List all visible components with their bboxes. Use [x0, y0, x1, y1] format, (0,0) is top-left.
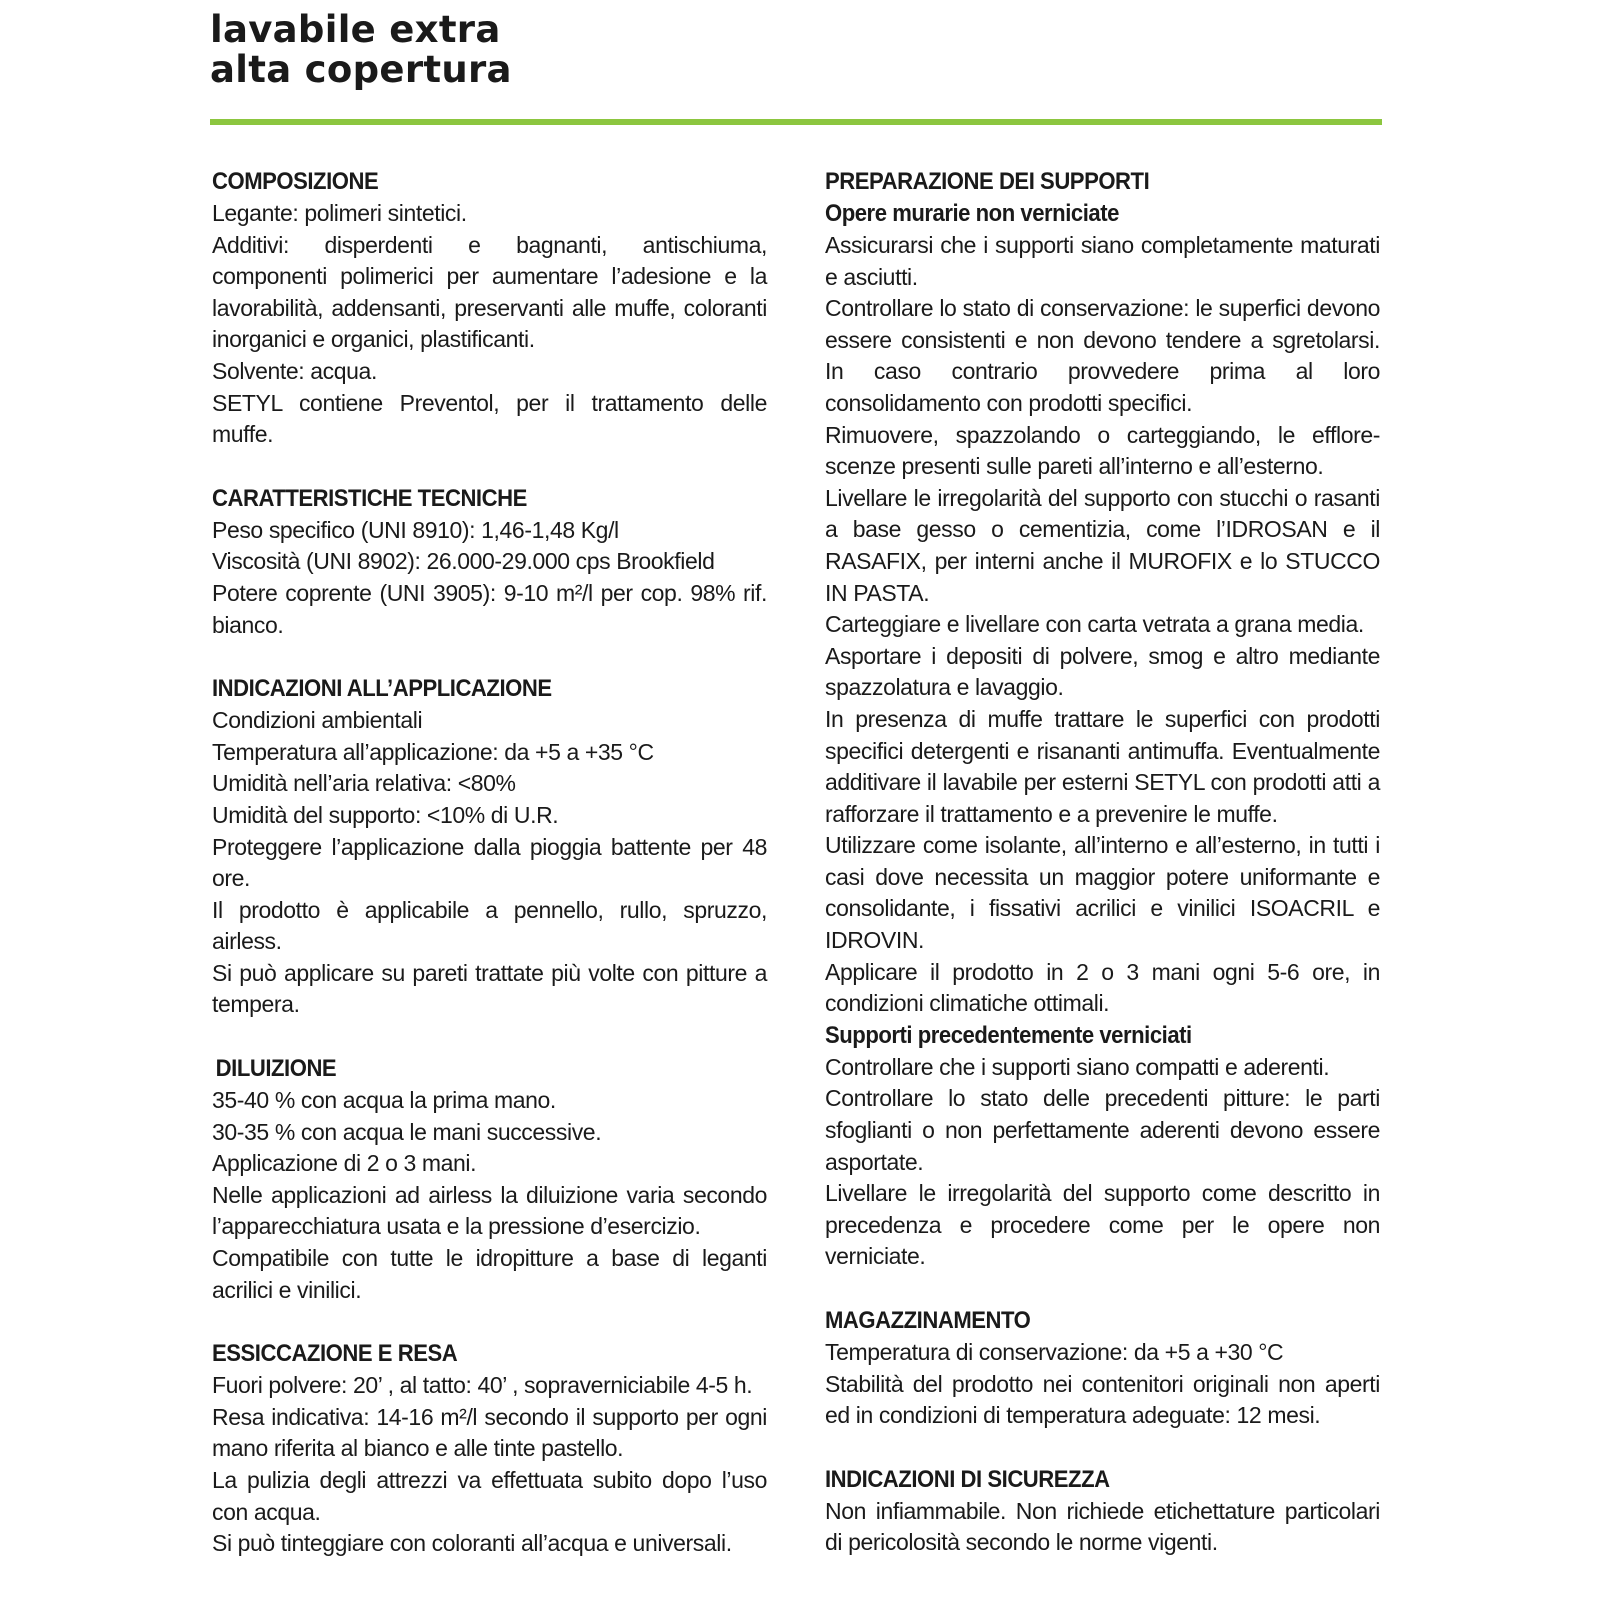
document-title	[210, 10, 512, 90]
section-heading: INDICAZIONI ALL’APPLICAZIONE	[212, 675, 552, 703]
paragraph: Proteggere l’applicazione dalla pioggia battente per 48 ore.	[212, 833, 767, 892]
paragraph: Applicazione di 2 o 3 mani.	[212, 1150, 477, 1177]
paragraph: SETYL contiene Preventol, per il trattamento delle muffe.	[212, 389, 767, 448]
paragraph: Livellare le irregolarità del supporto con stucchi o rasanti a base gesso o cementizia, come l’IDROSAN e il RASAFIX, per interni anche il MUROFIX e lo STUCCO IN PASTA.	[825, 484, 1380, 606]
paragraph: Temperatura all’applicazione: da +5 a +35 °C	[212, 738, 654, 765]
paragraph: Condizioni ambientali	[212, 707, 423, 734]
paragraph: Additivi: disperdenti e bagnanti, antischiuma, componenti polimerici per aumentare l’adesione e la lavorabilità, addensanti, preservanti alle muffe, coloranti inorganici e organici, plastificanti.	[212, 231, 767, 353]
paragraph: 35-40 % con acqua la prima mano.	[212, 1087, 556, 1114]
section-heading: DILUIZIONE	[215, 1055, 337, 1083]
paragraph: Legante: polimeri sintetici.	[212, 200, 467, 226]
section-diluizione	[212, 1053, 767, 1306]
section-indicazioni-applicazione	[212, 673, 767, 1021]
section-caratteristiche-tecniche	[212, 483, 767, 641]
paragraph: Utilizzare come isolante, all’interno e all’esterno, in tutti i casi dove necessita un maggior potere uniformante e consolidante, i fissativi acrilici e vinilici ISOACRIL e IDROVIN.	[825, 832, 1380, 954]
paragraph: Livellare le irregolarità del supporto come descritto in precedenza e procedere come per le opere non verniciate.	[825, 1180, 1380, 1270]
section-heading: ESSICCAZIONE E RESA	[212, 1340, 458, 1368]
paragraph: 30-35 % con acqua le mani successive.	[212, 1118, 602, 1145]
section-heading: CARATTERISTICHE TECNICHE	[212, 484, 527, 512]
paragraph: Non infiammabile. Non richiede etichettature particolari di pericolosità secondo le norme vigenti.	[825, 1497, 1380, 1556]
subheading: Supporti precedentemente verniciati	[825, 1021, 1192, 1049]
paragraph: La pulizia degli attrezzi va effettuata subito dopo l’uso con acqua.	[212, 1467, 767, 1525]
paragraph: Nelle applicazioni ad airless la diluizione varia secondo l’apparecchiatura usata e la pressione d’esercizio.	[212, 1181, 767, 1240]
paragraph: Compatibile con tutte le idropitture a base di leganti acrilici e vinilici.	[212, 1245, 767, 1303]
section-essiccazione-resa	[212, 1338, 767, 1560]
paragraph: Umidità del supporto: <10% di U.R.	[212, 801, 559, 828]
paragraph: Peso specifico (UNI 8910): 1,46-1,48 Kg/l	[212, 516, 619, 543]
section-heading: PREPARAZIONE DEI SUPPORTI	[825, 168, 1150, 195]
paragraph: Asportare i depositi di polvere, smog e altro mediante spazzolatura e lavaggio.	[825, 642, 1380, 701]
paragraph: Temperatura di conservazione: da +5 a +30 °C	[825, 1339, 1284, 1365]
paragraph: Resa indicativa: 14-16 m²/l secondo il supporto per ogni mano riferita al bianco e alle tinte pastello.	[212, 1403, 767, 1462]
paragraph: Controllare lo stato di conservazione: le superfici devono essere consistenti e non devono tendere a sgretolarsi. In caso contrario provvedere prima al loro consolidamento con prodotti specifici.	[825, 295, 1380, 416]
paragraph: Controllare lo stato delle precedenti pitture: le parti sfoglianti o non perfettamente aderenti devono essere asportate.	[825, 1085, 1380, 1175]
title-line-2: alta copertura	[210, 48, 512, 91]
paragraph: Fuori polvere: 20’ , al tatto: 40’ , sopraverniciabile 4-5 h.	[212, 1372, 753, 1399]
paragraph: Controllare che i supporti siano compatti e aderenti.	[825, 1053, 1330, 1080]
paragraph: Si può tinteggiare con coloranti all’acqua e universali.	[212, 1530, 732, 1557]
title-line-1: lavabile extra	[210, 8, 501, 51]
right-column	[825, 166, 1380, 1591]
paragraph: Il prodotto è applicabile a pennello, rullo, spruzzo, airless.	[212, 896, 767, 955]
paragraph: Stabilità del prodotto nei contenitori originali non aperti ed in condizioni di temperatura adeguate: 12 mesi.	[825, 1370, 1380, 1429]
subheading: Opere murarie non verniciate	[825, 200, 1119, 227]
paragraph: Assicurarsi che i supporti siano completamente maturati e asciutti.	[825, 232, 1380, 290]
paragraph: In presenza di muffe trattare le superfici con prodotti specifici detergenti e risananti antimuffa. Eventualmente additivare il lavabile per esterni SETYL con prodotti atti a rafforzare il trattamento e a prevenire le muffe.	[825, 705, 1380, 827]
paragraph: Solvente: acqua.	[212, 357, 377, 384]
section-heading: MAGAZZINAMENTO	[825, 1307, 1031, 1334]
section-indicazioni-sicurezza	[825, 1464, 1380, 1559]
title-divider	[210, 119, 1382, 125]
paragraph: Rimuovere, spazzolando o carteggiando, le efflore-scenze presenti sulle pareti all’interno e all’esterno.	[825, 421, 1380, 480]
section-composizione	[212, 166, 767, 451]
section-heading: COMPOSIZIONE	[212, 168, 379, 195]
section-preparazione-supporti	[825, 166, 1380, 1273]
paragraph: Viscosità (UNI 8902): 26.000-29.000 cps Brookfield	[212, 548, 715, 575]
paragraph: Umidità nell’aria relativa: <80%	[212, 770, 516, 797]
section-heading: INDICAZIONI DI SICUREZZA	[825, 1465, 1110, 1493]
section-magazzinamento	[825, 1305, 1380, 1432]
paragraph: Si può applicare su pareti trattate più volte con pitture a tempera.	[212, 959, 767, 1018]
paragraph: Applicare il prodotto in 2 o 3 mani ogni 5-6 ore, in condizioni climatiche ottimali.	[825, 958, 1380, 1017]
left-column	[212, 166, 767, 1592]
paragraph: Carteggiare e livellare con carta vetrata a grana media.	[825, 611, 1364, 638]
paragraph: Potere coprente (UNI 3905): 9-10 m²/l per cop. 98% rif. bianco.	[212, 579, 767, 638]
